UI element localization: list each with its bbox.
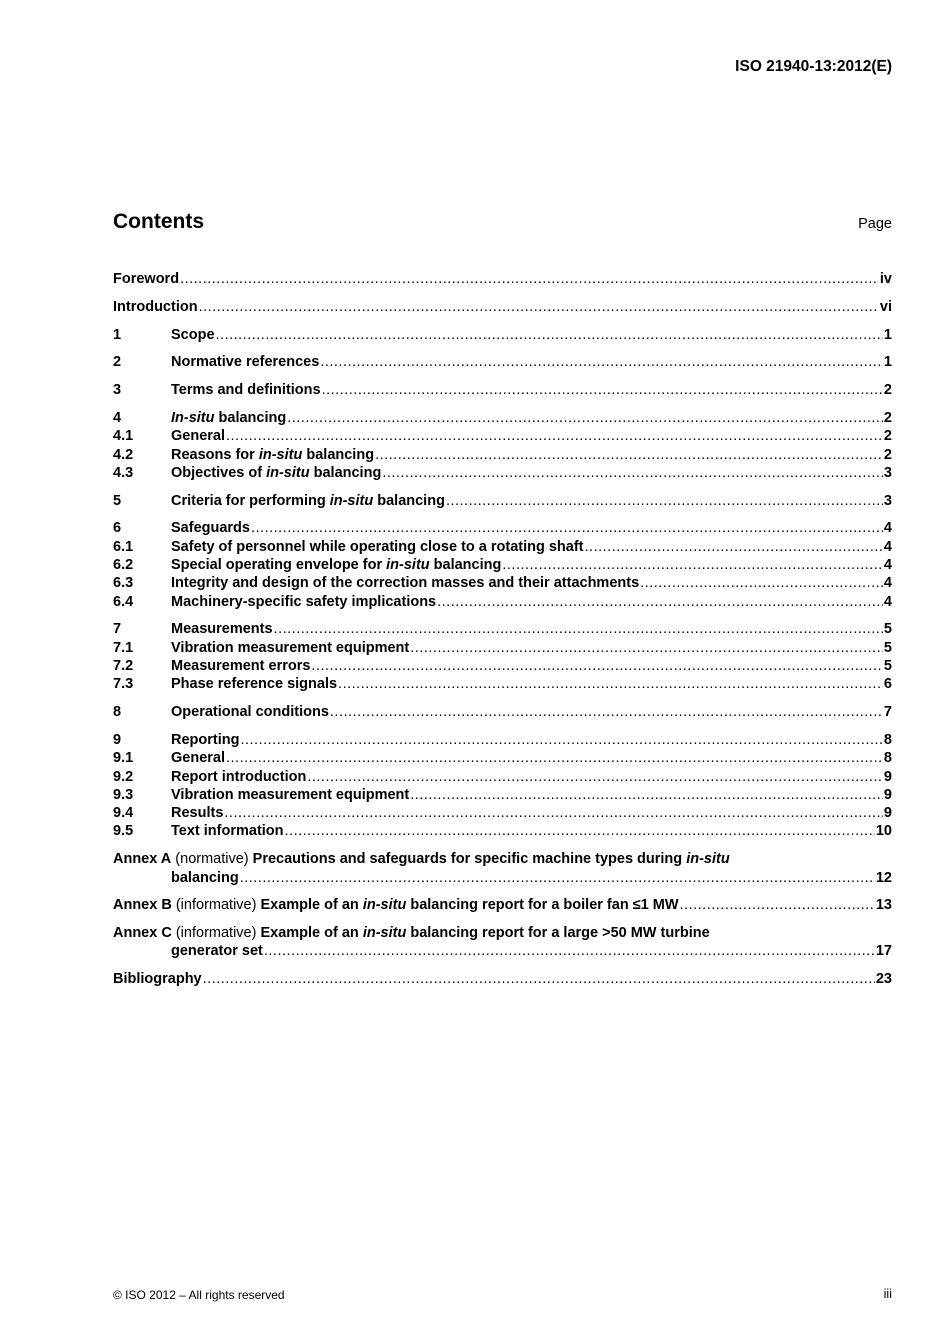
toc-entry-1[interactable] xyxy=(113,326,892,344)
dot-leader xyxy=(274,620,883,638)
toc-title-italic: in-situ xyxy=(258,446,303,463)
toc-group-annex-c xyxy=(113,924,892,961)
dot-leader xyxy=(410,786,883,804)
toc-number: 6.1 xyxy=(113,538,134,555)
toc-title: Results xyxy=(171,805,224,822)
toc-title: Scope xyxy=(171,326,215,343)
dot-leader xyxy=(382,464,883,482)
toc-title xyxy=(171,556,501,574)
toc-title: Measurement errors xyxy=(171,658,311,675)
dot-leader xyxy=(199,298,879,316)
toc-number: 6 xyxy=(113,520,122,537)
toc-entry-4-1[interactable] xyxy=(113,427,892,445)
toc-title: Reporting xyxy=(171,731,240,748)
toc-page: 5 xyxy=(883,621,892,638)
toc-group-6 xyxy=(113,519,892,610)
toc-entry-9-5[interactable] xyxy=(113,822,892,840)
toc-title-part: Precautions and safeguards for specific machine types during xyxy=(252,851,687,868)
toc-page: 4 xyxy=(883,557,892,574)
dot-leader xyxy=(311,657,883,675)
toc-number: 1 xyxy=(113,326,122,343)
toc-entry-9-1[interactable] xyxy=(113,749,892,767)
toc-number: 2 xyxy=(113,354,122,371)
toc-group-introduction xyxy=(113,298,892,316)
toc-entry-annex-a-continued[interactable] xyxy=(113,869,892,887)
toc-group-annex-a xyxy=(113,850,892,887)
dot-leader xyxy=(285,822,875,840)
annex-type: (informative) xyxy=(171,925,261,942)
page-number: iii xyxy=(883,1287,892,1301)
toc-title-italic: in-situ xyxy=(329,492,374,509)
toc-entry-bibliography[interactable] xyxy=(113,970,892,988)
toc-page: 2 xyxy=(883,428,892,445)
dot-leader xyxy=(203,970,875,988)
dot-leader xyxy=(264,942,875,960)
dot-leader xyxy=(330,703,883,721)
toc-page: 13 xyxy=(875,897,892,914)
toc-group-3 xyxy=(113,381,892,399)
toc-entry-7-1[interactable] xyxy=(113,639,892,657)
toc-page: 4 xyxy=(883,520,892,537)
toc-entry-annex-c-continued[interactable] xyxy=(113,942,892,960)
toc-title xyxy=(171,492,445,510)
toc-title-part: Special operating envelope for xyxy=(171,557,387,574)
toc-title: Phase reference signals xyxy=(171,676,338,693)
toc-title-part: Criteria for performing xyxy=(171,492,330,509)
copyright-notice: © ISO 2012 – All rights reserved xyxy=(113,1288,285,1302)
toc-number: 7.2 xyxy=(113,658,134,675)
toc-title: General xyxy=(171,428,225,445)
annex-type: (informative) xyxy=(171,897,261,914)
dot-leader xyxy=(640,574,883,592)
toc-title: Safeguards xyxy=(171,520,250,537)
annex-type: (normative) xyxy=(171,851,253,868)
toc-group-annex-b xyxy=(113,896,892,914)
toc-entry-annex-c[interactable] xyxy=(113,924,892,942)
toc-title-part: balancing xyxy=(214,409,287,426)
dot-leader xyxy=(437,593,883,611)
toc-number: 4 xyxy=(113,409,122,426)
toc-number: 4.1 xyxy=(113,428,134,445)
toc-number: 3 xyxy=(113,382,122,399)
toc-group-foreword xyxy=(113,270,892,288)
toc-entry-4-2[interactable] xyxy=(113,446,892,464)
toc-entry-7-2[interactable] xyxy=(113,657,892,675)
dot-leader xyxy=(410,639,883,657)
toc-number: 9.5 xyxy=(113,823,134,840)
toc-entry-3[interactable] xyxy=(113,381,892,399)
toc-page: 8 xyxy=(883,750,892,767)
toc-title-part: balancing xyxy=(309,464,382,481)
toc-number: 4.3 xyxy=(113,464,134,481)
toc-title xyxy=(171,446,374,464)
toc-number: 7.3 xyxy=(113,676,134,693)
toc-entry-6-1[interactable] xyxy=(113,538,892,556)
toc-group-2 xyxy=(113,353,892,371)
dot-leader xyxy=(338,675,883,693)
table-of-contents xyxy=(113,270,892,998)
toc-page: 8 xyxy=(883,731,892,748)
toc-title: Text information xyxy=(171,823,284,840)
toc-title: generator set xyxy=(171,943,263,960)
dot-leader xyxy=(585,538,883,556)
toc-title: Normative references xyxy=(171,354,320,371)
toc-entry-6-3[interactable] xyxy=(113,574,892,592)
dot-leader xyxy=(226,749,883,767)
toc-entry-annex-b[interactable] xyxy=(113,896,892,914)
toc-entry-6-4[interactable] xyxy=(113,593,892,611)
toc-entry-4[interactable] xyxy=(113,409,892,427)
toc-entry-annex-a[interactable] xyxy=(113,850,892,868)
toc-title: Report introduction xyxy=(171,768,307,785)
toc-entry-9-3[interactable] xyxy=(113,786,892,804)
dot-leader xyxy=(375,446,883,464)
toc-number: 8 xyxy=(113,704,122,721)
toc-page: 4 xyxy=(883,538,892,555)
toc-page: 17 xyxy=(875,943,892,960)
toc-title: Safety of personnel while operating close to a rotating shaft xyxy=(171,538,584,555)
toc-group-bibliography xyxy=(113,970,892,988)
toc-group-5 xyxy=(113,492,892,510)
toc-entry-7[interactable] xyxy=(113,620,892,638)
dot-leader xyxy=(224,804,883,822)
toc-page: 5 xyxy=(883,658,892,675)
toc-page: 3 xyxy=(883,464,892,481)
toc-page: 5 xyxy=(883,639,892,656)
toc-number: 4.2 xyxy=(113,446,134,463)
toc-page: 9 xyxy=(883,786,892,803)
toc-title-part: Reasons for xyxy=(171,446,259,463)
toc-title: Terms and definitions xyxy=(171,382,321,399)
toc-entry-8[interactable] xyxy=(113,703,892,721)
dot-leader xyxy=(502,556,883,574)
annex-label: Annex B xyxy=(113,897,172,914)
toc-page: 4 xyxy=(883,593,892,610)
toc-title: General xyxy=(171,750,225,767)
dot-leader xyxy=(307,768,883,786)
toc-group-8 xyxy=(113,703,892,721)
toc-group-9 xyxy=(113,731,892,841)
dot-leader xyxy=(251,519,883,537)
toc-number: 9.1 xyxy=(113,750,134,767)
toc-title xyxy=(113,896,679,914)
toc-number: 9.4 xyxy=(113,805,134,822)
toc-number: 7 xyxy=(113,621,122,638)
toc-title: Vibration measurement equipment xyxy=(171,639,410,656)
toc-page: 1 xyxy=(883,326,892,343)
toc-page: 23 xyxy=(875,971,892,988)
toc-title-italic: in-situ xyxy=(266,464,310,481)
toc-page: 9 xyxy=(883,768,892,785)
toc-page: 4 xyxy=(883,575,892,592)
toc-entry-2[interactable] xyxy=(113,353,892,371)
document-code: ISO 21940-13:2012(E) xyxy=(735,58,892,75)
dot-leader xyxy=(226,427,883,445)
toc-page: iv xyxy=(879,271,892,287)
toc-entry-9-4[interactable] xyxy=(113,804,892,822)
toc-page: 2 xyxy=(883,382,892,399)
toc-number: 6.4 xyxy=(113,593,134,610)
toc-title: balancing xyxy=(171,869,239,886)
dot-leader xyxy=(240,869,875,887)
toc-title xyxy=(171,409,286,427)
toc-page: 6 xyxy=(883,676,892,693)
toc-title: Integrity and design of the correction masses and their attachments xyxy=(171,575,640,592)
toc-title: Introduction xyxy=(113,298,198,315)
toc-title-part: balancing report for a boiler fan ≤1 MW xyxy=(406,897,679,914)
toc-page: 1 xyxy=(883,354,892,371)
toc-title: Machinery-specific safety implications xyxy=(171,593,437,610)
toc-title-part: balancing xyxy=(302,446,375,463)
dot-leader xyxy=(287,409,883,427)
toc-title: Operational conditions xyxy=(171,704,329,721)
dot-leader xyxy=(320,353,883,371)
toc-group-7 xyxy=(113,620,892,693)
toc-page: 2 xyxy=(883,446,892,463)
toc-title-italic: in-situ xyxy=(686,851,730,868)
toc-title: Bibliography xyxy=(113,971,202,988)
toc-number: 7.1 xyxy=(113,639,134,656)
toc-group-4 xyxy=(113,409,892,482)
toc-number: 9.3 xyxy=(113,786,134,803)
toc-title: Foreword xyxy=(113,271,180,287)
toc-page: 9 xyxy=(883,805,892,822)
toc-number: 9.2 xyxy=(113,768,134,785)
toc-entry-6[interactable] xyxy=(113,519,892,537)
dot-leader xyxy=(216,326,883,344)
toc-title-part: balancing report for a large >50 MW turbine xyxy=(406,925,710,942)
dot-leader xyxy=(180,270,879,288)
toc-title-italic: in-situ xyxy=(386,557,430,574)
contents-title: Contents xyxy=(113,210,204,233)
toc-entry-introduction[interactable] xyxy=(113,298,892,316)
toc-number: 5 xyxy=(113,492,122,509)
toc-title-italic: In-situ xyxy=(171,409,215,426)
toc-title-part: Objectives of xyxy=(171,464,267,481)
toc-title-italic: in-situ xyxy=(362,897,407,914)
toc-title-part: balancing xyxy=(373,492,445,509)
dot-leader xyxy=(240,731,882,749)
toc-number: 6.2 xyxy=(113,557,134,574)
toc-title-part: Example of an xyxy=(260,897,363,914)
toc-entry-7-3[interactable] xyxy=(113,675,892,693)
toc-group-1 xyxy=(113,326,892,344)
toc-entry-4-3[interactable] xyxy=(113,464,892,482)
toc-entry-foreword[interactable] xyxy=(113,270,892,288)
toc-page: 12 xyxy=(875,869,892,886)
toc-title-part: Example of an xyxy=(260,925,363,942)
toc-title-part: balancing xyxy=(429,557,502,574)
toc-page: 10 xyxy=(875,823,892,840)
toc-entry-5[interactable] xyxy=(113,492,892,510)
toc-page: vi xyxy=(879,298,892,315)
page-column-label: Page xyxy=(858,216,892,232)
dot-leader xyxy=(446,492,883,510)
toc-page: 2 xyxy=(883,409,892,426)
dot-leader xyxy=(680,896,875,914)
toc-entry-6-2[interactable] xyxy=(113,556,892,574)
toc-page: 7 xyxy=(883,704,892,721)
toc-page: 3 xyxy=(883,492,892,509)
toc-entry-9[interactable] xyxy=(113,731,892,749)
toc-number: 6.3 xyxy=(113,575,134,592)
toc-number: 9 xyxy=(113,731,122,748)
toc-title xyxy=(171,464,381,482)
dot-leader xyxy=(322,381,883,399)
annex-label: Annex C xyxy=(113,925,172,942)
annex-label: Annex A xyxy=(113,851,172,868)
toc-title: Measurements xyxy=(171,621,273,638)
toc-entry-9-2[interactable] xyxy=(113,768,892,786)
toc-title: Vibration measurement equipment xyxy=(171,786,410,803)
toc-title-italic: in-situ xyxy=(362,925,407,942)
